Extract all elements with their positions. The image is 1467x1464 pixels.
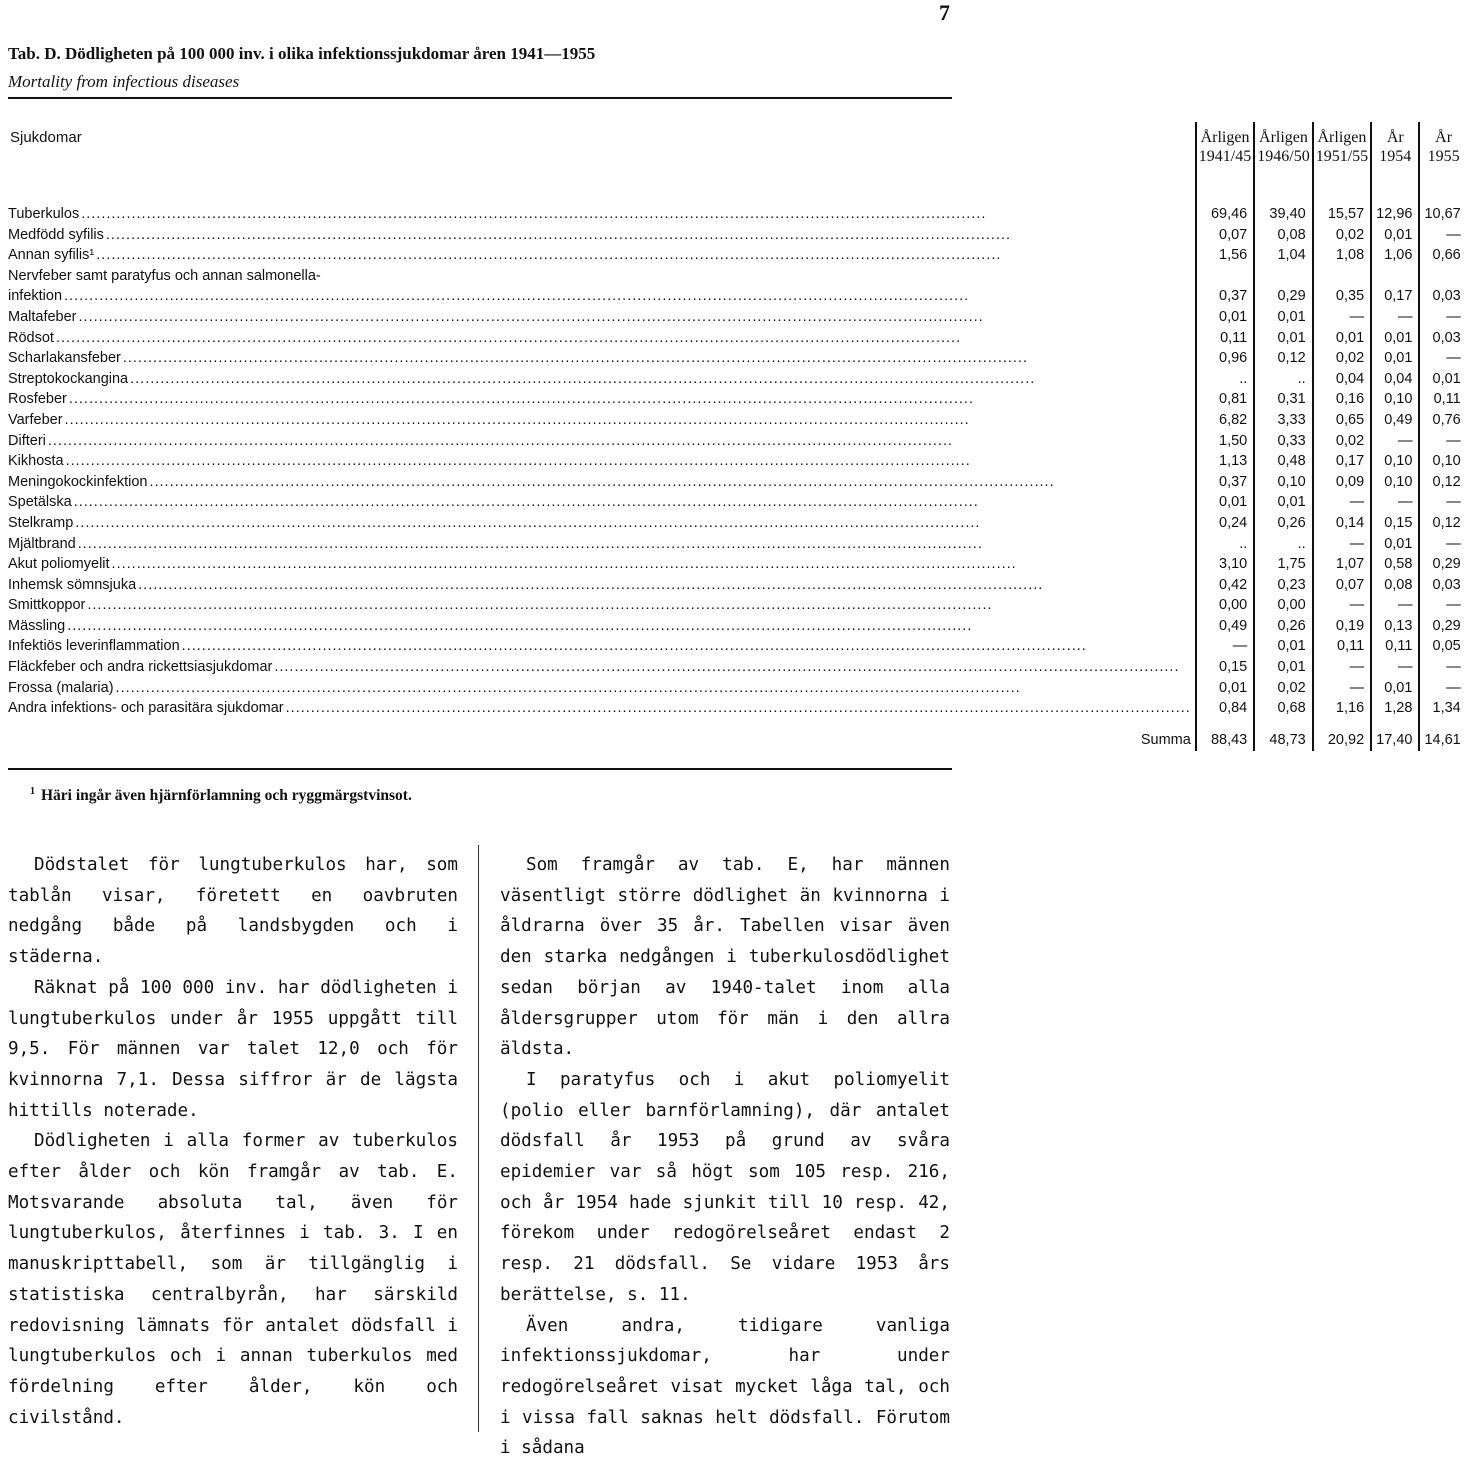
disease-name-leader <box>8 286 1191 307</box>
value-cell: — <box>1419 678 1466 699</box>
disease-name-leader <box>8 616 1191 637</box>
sum-label: Summa <box>1140 732 1191 749</box>
disease-name-leader <box>8 348 1191 369</box>
dot-leader <box>56 328 1191 349</box>
value-cell: — <box>1313 534 1371 555</box>
value-cell: 0,03 <box>1419 286 1466 307</box>
dot-leader <box>96 245 1191 266</box>
table-row <box>8 431 1467 452</box>
dot-leader <box>274 657 1190 678</box>
value-cell: 0,01 <box>1419 369 1466 390</box>
value-cell: 0,29 <box>1419 616 1466 637</box>
value-cell: 0,12 <box>1419 513 1466 534</box>
disease-name <box>8 431 1196 452</box>
value-cell: 0,29 <box>1254 286 1312 307</box>
value-cell: 0,42 <box>1196 575 1254 596</box>
disease-name-leader <box>8 698 1191 719</box>
value-cell: — <box>1419 225 1466 246</box>
value-cell: 0,01 <box>1371 534 1419 555</box>
dot-leader <box>75 513 1191 534</box>
header-c3-line1: Årligen <box>1317 129 1367 146</box>
value-cell: 0,01 <box>1371 328 1419 349</box>
value-cell: 0,03 <box>1419 328 1466 349</box>
dot-leader <box>130 369 1191 390</box>
value-cell: 1,34 <box>1419 698 1466 719</box>
value-cell: 0,48 <box>1254 451 1312 472</box>
value-cell: — <box>1419 307 1466 328</box>
value-cell: 0,49 <box>1371 410 1419 431</box>
value-cell: 0,08 <box>1254 225 1312 246</box>
disease-name-text: Annan syfilis¹ <box>8 247 95 264</box>
disease-name <box>8 616 1196 637</box>
value-cell: 0,07 <box>1313 575 1371 596</box>
disease-name-text: Streptokockangina <box>8 370 129 387</box>
header-col-1941-45 <box>1196 122 1254 176</box>
table-spacer-row <box>8 176 1467 204</box>
table-row <box>8 534 1467 555</box>
value-cell: 0,58 <box>1371 554 1419 575</box>
disease-name-text: Rödsot <box>8 329 54 346</box>
disease-name-text: Maltafeber <box>8 308 77 325</box>
disease-name-leader <box>8 431 1191 452</box>
dot-leader <box>67 616 1191 637</box>
value-cell: 0,01 <box>1196 678 1254 699</box>
value-cell: 0,49 <box>1196 616 1254 637</box>
disease-name-leader <box>8 554 1191 575</box>
disease-name-text: Akut poliomyelit <box>8 556 110 573</box>
value-cell: 1,75 <box>1254 554 1312 575</box>
disease-name-leader <box>8 595 1191 616</box>
value-cell: 3,33 <box>1254 410 1312 431</box>
footnote <box>30 786 412 805</box>
value-cell: 0,01 <box>1371 678 1419 699</box>
value-cell: 0,37 <box>1196 286 1254 307</box>
table-row <box>8 410 1467 431</box>
bottom-rule <box>8 768 952 770</box>
value-cell: 0,02 <box>1254 678 1312 699</box>
value-cell: — <box>1196 636 1254 657</box>
disease-name-leader <box>8 534 1191 555</box>
disease-name <box>8 678 1196 699</box>
disease-name-text: Difteri <box>8 432 46 449</box>
header-col-1955 <box>1419 122 1466 176</box>
value-cell: 0,08 <box>1371 575 1419 596</box>
right-column-paragraph: I paratyfus och i akut poliomyelit (polio eller barnförlamning), där antalet dödsfall år 1953 på grund av svåra epidemier var så högt som 105 resp. 216, och år 1954 hade sjunkit till 10 resp. 42, förekom under redogörelseåret endast 2 resp. 21 dödsfall. Se vidare 1953 års berättelse, s. 11. <box>500 1069 950 1305</box>
table-row <box>8 204 1467 225</box>
left-column-paragraph: Räknat på 100 000 inv. har dödligheten i lungtuberkulos under år 1955 uppgått till 9,5. För männen var talet 12,0 och för kvinnorna 7,1. Dessa siffror är de lägsta hittills noterade. <box>8 977 458 1121</box>
header-c3-line2: 1951/55 <box>1315 148 1369 165</box>
disease-name <box>8 472 1196 493</box>
value-cell: — <box>1371 307 1419 328</box>
value-cell: — <box>1371 595 1419 616</box>
dot-leader <box>87 595 1190 616</box>
disease-name-text: Mässling <box>8 617 66 634</box>
value-cell: 10,67 <box>1419 204 1466 225</box>
disease-name-leader <box>8 472 1191 493</box>
table-row <box>8 266 1467 287</box>
value-cell: 1,06 <box>1371 245 1419 266</box>
value-cell: 0,19 <box>1313 616 1371 637</box>
value-cell: 0,00 <box>1196 595 1254 616</box>
disease-name <box>8 369 1196 390</box>
table-row <box>8 245 1467 266</box>
value-cell: 0,01 <box>1254 307 1312 328</box>
disease-name <box>8 389 1196 410</box>
value-cell <box>1371 266 1419 287</box>
dot-leader <box>81 204 1191 225</box>
value-cell: 0,15 <box>1371 513 1419 534</box>
value-cell: 0,12 <box>1254 348 1312 369</box>
value-cell: — <box>1419 492 1466 513</box>
disease-name-leader <box>8 204 1191 225</box>
value-cell: 0,37 <box>1196 472 1254 493</box>
value-cell: 0,01 <box>1254 328 1312 349</box>
value-cell: 0,01 <box>1254 657 1312 678</box>
disease-name-text: Stelkramp <box>8 514 74 531</box>
table-row <box>8 698 1467 719</box>
header-c1-line2: 1941/45 <box>1198 148 1252 165</box>
value-cell: 0,68 <box>1254 698 1312 719</box>
dot-leader <box>138 575 1191 596</box>
value-cell: — <box>1313 492 1371 513</box>
table-subtitle: Mortality from infectious diseases <box>8 72 240 91</box>
value-cell: 0,01 <box>1313 328 1371 349</box>
disease-name-leader <box>8 245 1191 266</box>
disease-name-leader <box>8 328 1191 349</box>
value-cell: 0,11 <box>1371 636 1419 657</box>
table-row <box>8 472 1467 493</box>
value-cell: 0,13 <box>1371 616 1419 637</box>
value-cell: 1,07 <box>1313 554 1371 575</box>
page-number: 7 <box>939 0 950 25</box>
disease-name-leader <box>8 657 1191 678</box>
value-cell: 15,57 <box>1313 204 1371 225</box>
value-cell: 1,04 <box>1254 245 1312 266</box>
value-cell: — <box>1313 657 1371 678</box>
value-cell: 0,16 <box>1313 389 1371 410</box>
value-cell: 0,02 <box>1313 348 1371 369</box>
value-cell: — <box>1313 595 1371 616</box>
value-cell: 0,02 <box>1313 431 1371 452</box>
disease-name-leader <box>8 307 1191 328</box>
disease-name-text: Andra infektions- och parasitära sjukdomar <box>8 700 284 717</box>
dot-leader <box>286 698 1191 719</box>
value-cell: 88,43 <box>1196 719 1254 751</box>
table-row <box>8 554 1467 575</box>
value-cell: 0,17 <box>1313 451 1371 472</box>
value-cell: 0,04 <box>1371 369 1419 390</box>
table-row <box>8 369 1467 390</box>
value-cell: 39,40 <box>1254 204 1312 225</box>
value-cell: — <box>1419 657 1466 678</box>
value-cell: 0,76 <box>1419 410 1466 431</box>
disease-name-leader <box>8 389 1191 410</box>
table-row <box>8 657 1467 678</box>
value-cell: 0,10 <box>1371 389 1419 410</box>
table-row <box>8 616 1467 637</box>
disease-name <box>8 657 1196 678</box>
dot-leader <box>79 307 1191 328</box>
mortality-table-container <box>8 122 1461 751</box>
value-cell: — <box>1371 431 1419 452</box>
mortality-table <box>8 122 1467 751</box>
value-cell: 0,96 <box>1196 348 1254 369</box>
header-disease-label: Sjukdomar <box>10 129 82 146</box>
value-cell: — <box>1371 492 1419 513</box>
value-cell: 0,11 <box>1313 636 1371 657</box>
dot-leader <box>74 492 1191 513</box>
table-row <box>8 328 1467 349</box>
disease-name <box>8 492 1196 513</box>
value-cell: 0,12 <box>1419 472 1466 493</box>
value-cell: — <box>1313 678 1371 699</box>
value-cell: 0,03 <box>1419 575 1466 596</box>
disease-name-text: Nervfeber samt paratyfus och annan salmonella- <box>8 267 321 284</box>
disease-name <box>8 595 1196 616</box>
table-row <box>8 492 1467 513</box>
value-cell: 0,04 <box>1313 369 1371 390</box>
table-row <box>8 451 1467 472</box>
header-col-1946-50 <box>1254 122 1312 176</box>
right-text-column <box>500 850 950 1464</box>
disease-name-leader <box>8 369 1191 390</box>
value-cell: 0,01 <box>1254 636 1312 657</box>
dot-leader <box>182 636 1191 657</box>
disease-name <box>8 266 1196 287</box>
value-cell: 0,15 <box>1196 657 1254 678</box>
value-cell: 0,31 <box>1254 389 1312 410</box>
value-cell <box>1419 266 1466 287</box>
disease-name-text: Mjältbrand <box>8 535 76 552</box>
dot-leader <box>48 431 1191 452</box>
dot-leader <box>69 389 1191 410</box>
value-cell: 0,02 <box>1313 225 1371 246</box>
dot-leader <box>106 225 1191 246</box>
header-col-1954 <box>1371 122 1419 176</box>
disease-name <box>8 204 1196 225</box>
value-cell: 0,09 <box>1313 472 1371 493</box>
disease-name <box>8 307 1196 328</box>
value-cell: — <box>1313 307 1371 328</box>
disease-name <box>8 451 1196 472</box>
value-cell: 3,10 <box>1196 554 1254 575</box>
dot-leader <box>65 410 1191 431</box>
value-cell: 0,01 <box>1254 492 1312 513</box>
disease-name-leader <box>8 266 1191 287</box>
value-cell: 1,50 <box>1196 431 1254 452</box>
value-cell: 0,35 <box>1313 286 1371 307</box>
disease-name-leader <box>8 492 1191 513</box>
header-disease <box>8 122 1196 176</box>
value-cell: 0,10 <box>1254 472 1312 493</box>
table-row <box>8 575 1467 596</box>
disease-name-text: Tuberkulos <box>8 206 80 222</box>
disease-name-text: Rosfeber <box>8 391 67 408</box>
value-cell: — <box>1371 657 1419 678</box>
column-divider <box>478 845 479 1432</box>
disease-name <box>8 636 1196 657</box>
value-cell: 0,11 <box>1419 389 1466 410</box>
disease-name-leader <box>8 225 1191 246</box>
dot-leader <box>116 678 1191 699</box>
disease-name <box>8 410 1196 431</box>
sum-row <box>8 719 1467 751</box>
value-cell: 0,10 <box>1371 472 1419 493</box>
table-body <box>8 176 1467 751</box>
table-row <box>8 595 1467 616</box>
disease-name <box>8 286 1196 307</box>
value-cell: 1,13 <box>1196 451 1254 472</box>
disease-name-text: Fläckfeber och andra rickettsiasjukdomar <box>8 659 273 676</box>
table-row <box>8 307 1467 328</box>
dot-leader <box>123 348 1191 369</box>
left-column-paragraph: Dödstalet för lungtuberkulos har, som tablån visar, företett en oavbruten nedgång både på landsbygden och i städerna. <box>8 855 458 968</box>
left-column-paragraph: Dödligheten i alla former av tuberkulos efter ålder och kön framgår av tab. E. Motsvarande absoluta tal, även för lungtuberkulos, återfinnes i tab. 3. I en manuskripttabell, som är tillgänglig i statistiska centralbyrån, har särskild redovisning lämnats för antalet dödsfall i lungtuberkulos och i annan tuberkulos med fördelning efter ålder, kön och civilstånd. <box>8 1131 458 1428</box>
value-cell: 0,07 <box>1196 225 1254 246</box>
dot-leader <box>78 534 1191 555</box>
value-cell: 0,00 <box>1254 595 1312 616</box>
disease-name-text: Smittkoppor <box>8 597 86 614</box>
dot-leader <box>64 286 1191 307</box>
value-cell <box>1254 266 1312 287</box>
value-cell: 1,28 <box>1371 698 1419 719</box>
value-cell: .. <box>1196 534 1254 555</box>
value-cell: 1,16 <box>1313 698 1371 719</box>
left-text-column <box>8 850 458 1433</box>
header-c5: År 1955 <box>1427 129 1460 165</box>
top-rule <box>8 97 952 99</box>
value-cell: .. <box>1196 369 1254 390</box>
value-cell: 0,01 <box>1371 225 1419 246</box>
table-header-row <box>8 122 1467 176</box>
value-cell: 0,10 <box>1371 451 1419 472</box>
value-cell: 17,40 <box>1371 719 1419 751</box>
disease-name <box>8 534 1196 555</box>
header-c4: År 1954 <box>1379 129 1412 165</box>
value-cell: 0,17 <box>1371 286 1419 307</box>
value-cell: 0,84 <box>1196 698 1254 719</box>
value-cell: 0,29 <box>1419 554 1466 575</box>
value-cell: .. <box>1254 369 1312 390</box>
header-c1-line1: Årligen <box>1200 129 1250 146</box>
value-cell <box>1313 266 1371 287</box>
value-cell: 1,08 <box>1313 245 1371 266</box>
value-cell: 0,01 <box>1196 492 1254 513</box>
value-cell: 0,66 <box>1419 245 1466 266</box>
value-cell: — <box>1419 431 1466 452</box>
value-cell: 0,14 <box>1313 513 1371 534</box>
disease-name-text: Inhemsk sömnsjuka <box>8 576 137 593</box>
table-row <box>8 678 1467 699</box>
value-cell: 0,26 <box>1254 616 1312 637</box>
disease-name-leader <box>8 451 1191 472</box>
value-cell: 0,05 <box>1419 636 1466 657</box>
header-c2-line2: 1946/50 <box>1257 148 1310 165</box>
value-cell: — <box>1419 534 1466 555</box>
disease-name-text: Scharlakansfeber <box>8 350 121 367</box>
disease-name-text: infektion <box>8 288 63 305</box>
table-title: Tab. D. Dödligheten på 100 000 inv. i olika infektionssjukdomar åren 1941—1955 <box>8 44 596 63</box>
table-row <box>8 286 1467 307</box>
right-column-paragraph: Även andra, tidigare vanliga infektionssjukdomar, har under redogörelseåret visat mycket låga tal, och i vissa fall saknas helt dödsfall. Förutom i sådana <box>500 1315 950 1459</box>
disease-name-leader <box>8 636 1191 657</box>
value-cell: 14,61 <box>1419 719 1466 751</box>
value-cell: 69,46 <box>1196 204 1254 225</box>
disease-name <box>8 575 1196 596</box>
value-cell: 0,10 <box>1419 451 1466 472</box>
footnote-marker: 1 <box>30 786 35 797</box>
disease-name <box>8 554 1196 575</box>
value-cell <box>1196 266 1254 287</box>
value-cell: 0,81 <box>1196 389 1254 410</box>
table-row <box>8 225 1467 246</box>
value-cell: 12,96 <box>1371 204 1419 225</box>
table-row <box>8 513 1467 534</box>
value-cell: 0,11 <box>1196 328 1254 349</box>
disease-name-leader <box>8 513 1191 534</box>
disease-name-text: Meningokockinfektion <box>8 473 148 490</box>
disease-name <box>8 513 1196 534</box>
value-cell: 1,56 <box>1196 245 1254 266</box>
value-cell: — <box>1419 348 1466 369</box>
value-cell: 0,24 <box>1196 513 1254 534</box>
dot-leader <box>149 472 1190 493</box>
value-cell: — <box>1419 595 1466 616</box>
disease-name-text: Spetälska <box>8 494 72 511</box>
value-cell: 20,92 <box>1313 719 1371 751</box>
value-cell: 0,26 <box>1254 513 1312 534</box>
dot-leader <box>66 451 1191 472</box>
value-cell: 0,65 <box>1313 410 1371 431</box>
disease-name-leader <box>8 678 1191 699</box>
value-cell: 6,82 <box>1196 410 1254 431</box>
disease-name-text: Infektiös leverinflammation <box>8 638 180 655</box>
disease-name-leader <box>8 575 1191 596</box>
right-column-paragraph: Som framgår av tab. E, har männen väsentligt större dödlighet än kvinnorna i åldrarna över 35 år. Tabellen visar även den starka nedgången i tuberkulosdödlighet sedan början av 1940-talet inom alla åldersgrupper utom för män i den allra äldsta. <box>500 855 950 1060</box>
footnote-text: Häri ingår även hjärnförlamning och ryggmärgstvinsot. <box>41 787 412 805</box>
disease-name <box>8 245 1196 266</box>
value-cell: 0,01 <box>1371 348 1419 369</box>
disease-name-text: Medfödd syfilis <box>8 226 104 243</box>
disease-name <box>8 328 1196 349</box>
value-cell: 0,01 <box>1196 307 1254 328</box>
table-row <box>8 636 1467 657</box>
disease-name <box>8 348 1196 369</box>
disease-name-leader <box>8 410 1191 431</box>
disease-name-text: Frossa (malaria) <box>8 679 114 696</box>
table-row <box>8 348 1467 369</box>
table-row <box>8 389 1467 410</box>
disease-name <box>8 225 1196 246</box>
value-cell: .. <box>1254 534 1312 555</box>
header-col-1951-55 <box>1313 122 1371 176</box>
value-cell: 0,23 <box>1254 575 1312 596</box>
disease-name-text: Varfeber <box>8 411 63 428</box>
value-cell: 48,73 <box>1254 719 1312 751</box>
disease-name <box>8 698 1196 719</box>
value-cell: 0,33 <box>1254 431 1312 452</box>
disease-name-text: Kikhosta <box>8 453 64 470</box>
dot-leader <box>112 554 1191 575</box>
header-c2-line1: Årligen <box>1259 129 1308 146</box>
